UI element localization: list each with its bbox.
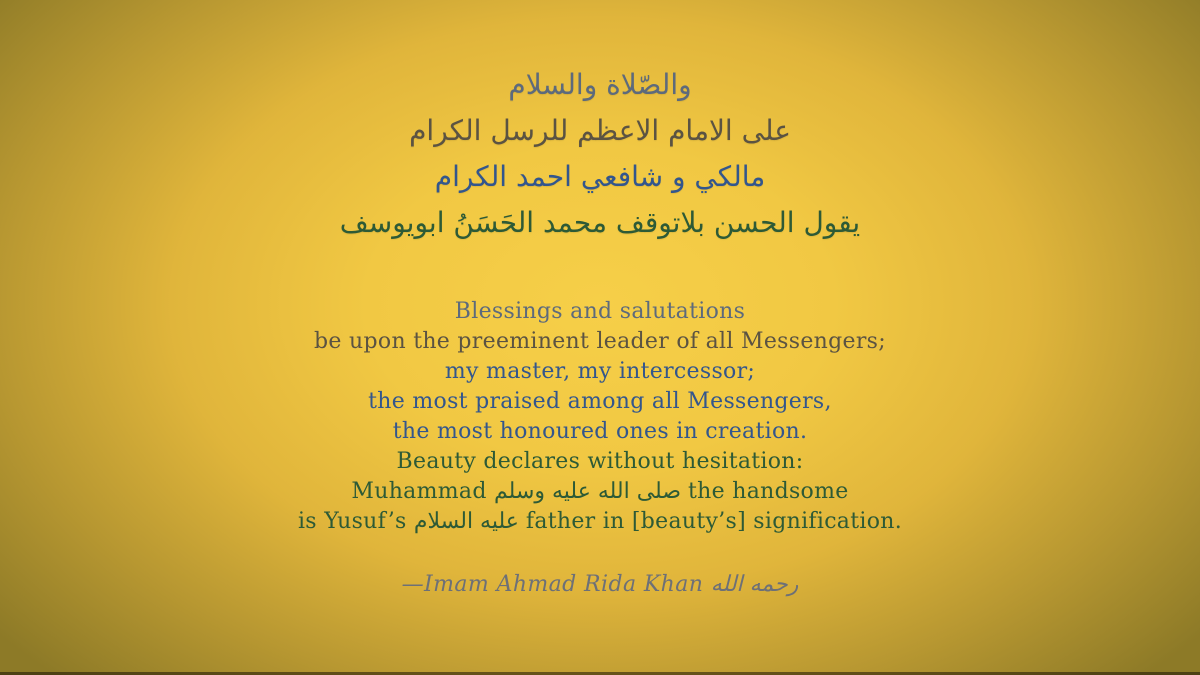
arabic-verse-line-3: مالكي و شافعي احمد الكرام	[434, 160, 766, 193]
arabic-verse-line-4: يقول الحسن بلاتوقف محمد الحَسَنُ ابويوسف	[339, 206, 861, 239]
english-translation-line-6: Beauty declares without hesitation:	[396, 449, 804, 474]
english-translation-line-1: Blessings and salutations	[454, 299, 746, 324]
english-translation-line-5: the most honoured ones in creation.	[392, 419, 808, 444]
arabic-verse-block	[0, 62, 1200, 246]
english-translation-line-7: Muhammad صلى الله عليه وسلم the handsome	[351, 479, 849, 504]
attribution-line: —Imam Ahmad Rida Khan رحمه الله	[401, 572, 799, 597]
arabic-verse-line-1: والصّلاة والسلام	[508, 68, 692, 101]
attribution-block	[0, 572, 1200, 597]
english-translation-line-8: is Yusuf’s عليه السلام father in [beauty’s] signification.	[297, 509, 903, 534]
english-translation-line-2: be upon the preeminent leader of all Messengers;	[314, 329, 886, 354]
english-translation-line-4: the most praised among all Messengers,	[368, 389, 832, 414]
arabic-verse-line-2: على الامام الاعظم للرسل الكرام	[409, 114, 791, 147]
english-translation-block	[0, 297, 1200, 537]
english-translation-line-3: my master, my intercessor;	[444, 359, 756, 384]
